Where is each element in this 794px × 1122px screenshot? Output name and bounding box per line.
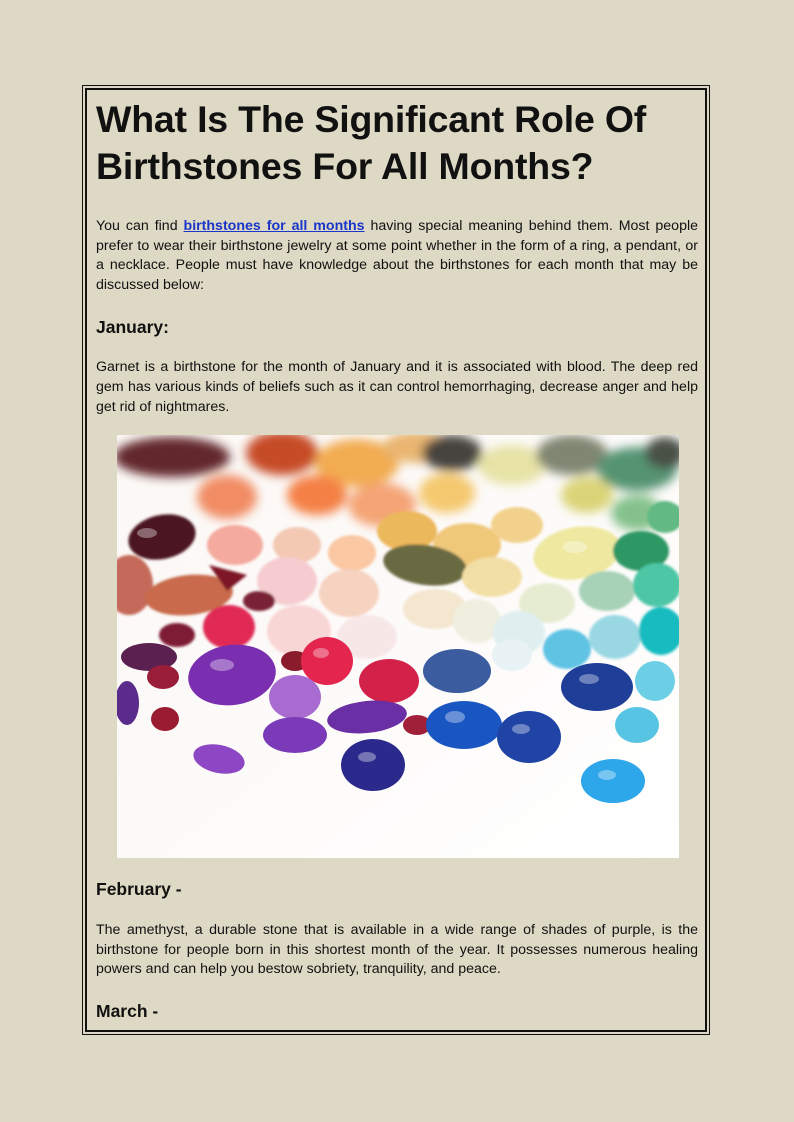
document-content: [96, 96, 698, 1022]
intro-text-after: having special meaning behind them. Most people prefer to wear their birthstone jewelry at some point whether in the form of a ring, a pendant, or a necklace. People must have knowledge about the birthstones for each month that may be discussed below:: [96, 218, 699, 293]
page-border-frame: [85, 88, 707, 1032]
gemstones-photo: [117, 435, 679, 858]
birthstones-link[interactable]: birthstones for all months: [183, 218, 365, 234]
paragraph-january: Garnet is a birthstone for the month of January and it is associated with blood. The deep red gem has various kinds of beliefs such as it can control hemorrhaging, decrease anger and help get rid of nightmares.: [96, 359, 698, 415]
heading-march: March -: [96, 1000, 159, 1021]
heading-february: February -: [96, 879, 182, 900]
heading-january: January:: [96, 317, 169, 338]
intro-text-before: You can find: [96, 218, 184, 234]
paragraph-february: The amethyst, a durable stone that is available in a wide range of shades of purple, is the birthstone for people born in this shortest month of the year. It possesses numerous healing powers and can help you bestow sobriety, tranquility, and peace.: [96, 922, 698, 978]
intro-paragraph: [96, 217, 698, 295]
page-title: What Is The Significant Role Of Birthstones For All Months?: [96, 98, 647, 187]
